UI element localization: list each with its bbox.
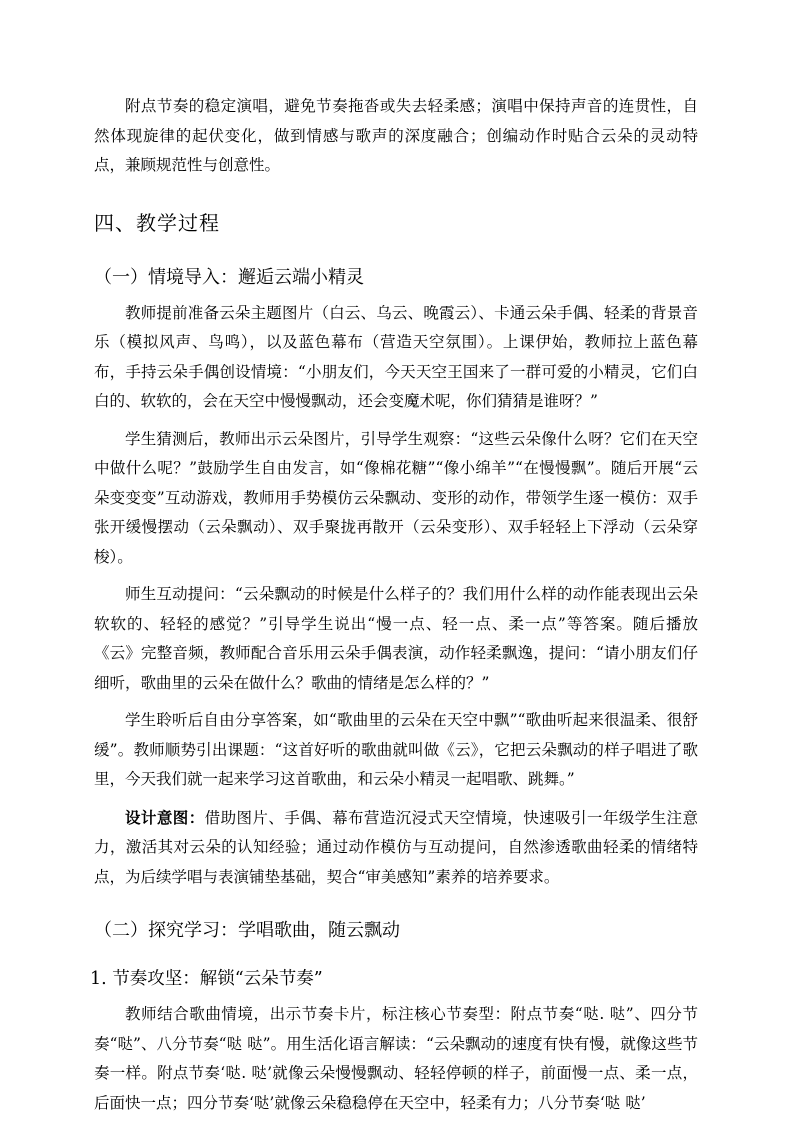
subsection-heading-explore-learning: （二）探究学习：学唱歌曲，随云飘动 — [94, 920, 400, 941]
paragraph-design-intent — [94, 803, 698, 893]
paragraph-preparation: 教师提前准备云朵主题图片（白云、乌云、晚霞云）、卡通云朵手偶、轻柔的背景音乐（模拟风声、鸟鸣），以及蓝色幕布（营造天空氛围）。上课伊始，教师拉上蓝色幕布，手持云朵手偶创设情境：“小朋友们，今天天空王国来了一群可爱的小精灵，它们白白的、软软的，会在天空中慢慢飘动，还会变魔术呢，你们猜猜是谁呀？” — [94, 303, 698, 410]
intro-paragraph: 附点节奏的稳定演唱，避免节奏拖沓或失去轻柔感；演唱中保持声音的连贯性，自然体现旋律的起伏变化，做到情感与歌声的深度融合；创编动作时贴合云朵的灵动特点，兼顾规范性与创意性。 — [94, 97, 698, 174]
document-page — [90, 92, 698, 1118]
sub-heading-rhythm: 1. 节奏攻坚：解锁“云朵节奏” — [90, 969, 323, 989]
paragraph-guessing: 学生猜测后，教师出示云朵图片，引导学生观察：“这些云朵像什么呀？它们在天空中做什么呢？”鼓励学生自由发言，如“像棉花糖”“像小绵羊”“在慢慢飘”。随后开展“云朵变变变”互动游戏，教师用手势模仿云朵飘动、变形的动作，带领学生逐一模仿：双手张开缓慢摆动（云朵飘动）、双手聚拢再散开（云朵变形）、双手轻轻上下浮动（云朵穿梭）。 — [94, 429, 698, 566]
paragraph-interaction: 师生互动提问：“云朵飘动的时候是什么样子的？我们用什么样的动作能表现出云朵软软的、轻轻的感觉？”引导学生说出“慢一点、轻一点、柔一点”等答案。随后播放《云》完整音频，教师配合音乐用云朵手偶表演，动作轻柔飘逸，提问：“请小朋友们仔细听，歌曲里的云朵在做什么？歌曲的情绪是怎么样的？” — [94, 585, 698, 692]
design-intent-text: 借助图片、手偶、幕布营造沉浸式天空情境，快速吸引一年级学生注意力，激活其对云朵的认知经验；通过动作模仿与互动提问，自然渗透歌曲轻柔的情绪特点，为后续学唱与表演铺垫基础，契合“审美感知”素养的培养要求。 — [94, 808, 698, 886]
paragraph-rhythm-explanation: 教师结合歌曲情境，出示节奏卡片，标注核心节奏型：附点节奏“哒. 哒”、四分节奏“哒”、八分节奏“哒 哒”。用生活化语言解读：“云朵飘动的速度有快有慢，就像这些节奏一样。附点节奏‘哒. 哒’就像云朵慢慢飘动、轻轻停顿的样子，前面慢一点、柔一点，后面快一点；四分节奏‘哒’就像云朵稳稳停在天空中，轻柔有力；八分节奏‘哒 哒’ — [94, 1005, 698, 1112]
subsection-heading-situation-intro: （一）情境导入：邂逅云端小精灵 — [94, 266, 364, 288]
design-intent-label: 设计意图： — [125, 807, 205, 827]
section-heading-teaching-process: 四、教学过程 — [94, 210, 220, 235]
paragraph-listening: 学生聆听后自由分享答案，如“歌曲里的云朵在天空中飘”“歌曲听起来很温柔、很舒缓”。教师顺势引出课题：“这首好听的歌曲就叫做《云》，它把云朵飘动的样子唱进了歌里，今天我们就一起来学习这首歌曲，和云朵小精灵一起唱歌、跳舞。” — [94, 711, 698, 788]
